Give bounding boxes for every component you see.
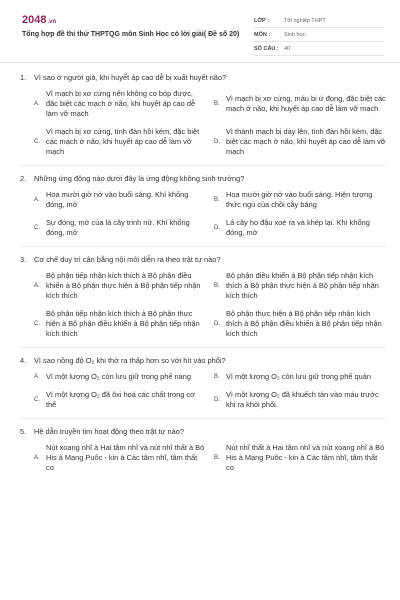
question-text: Hệ dẫn truyền tim hoạt động theo trật tự nào? <box>34 427 184 436</box>
question-text: Cơ chế duy trì cân bằng nội môi diễn ra theo trật tự nào? <box>34 255 221 264</box>
question-4 <box>20 356 386 410</box>
option-c[interactable]: C. Sự đóng, mở của lá cây trinh nữ. Khí khổng đóng, mở <box>34 218 190 237</box>
divider <box>20 418 386 419</box>
divider <box>20 165 386 166</box>
question-1 <box>20 73 386 157</box>
site-logo[interactable]: 2048.vn <box>22 14 57 26</box>
question-number: 4. <box>20 356 27 365</box>
option-a[interactable]: A. Hoa mười giờ nở vào buổi sáng. Khí khổng đóng, mở <box>34 190 189 209</box>
option-d[interactable]: D. Lá cây họ đậu xoè ra và khép lại. Khí khổng đóng, mở <box>214 218 370 237</box>
question-list <box>0 63 400 473</box>
document-meta <box>254 14 384 56</box>
option-b[interactable]: B. Vì mạch bị xơ cứng, máu bị ứ đọng, đặc biệt các mạch ở não, khi huyết áp cao dễ làm vỡ mạch <box>214 94 386 113</box>
option-c[interactable]: C. Vì mạch bị xơ cứng, tính đàn hồi kém, đặc biệt các mạch ở não, khi huyết áp cao dễ làm vỡ mạch <box>34 127 200 156</box>
option-b[interactable]: B. Nút nhĩ thất à Hai tâm nhĩ và nút xoang nhĩ à Bó His à Mạng Puôc - kin à Các tâm nhĩ, tâm thất co <box>214 443 385 472</box>
option-b[interactable]: B. Vì một lượng O₂ còn lưu giữ trong phế quản <box>214 372 371 381</box>
option-a[interactable]: A. Vì mạch bị xơ cứng nên không co bóp được, đặc biệt các mạch ở não, khi huyết áp cao dễ làm vỡ mạch <box>34 89 196 118</box>
question-5 <box>20 427 386 473</box>
question-number: 5. <box>20 427 27 436</box>
option-c[interactable]: C. Bộ phận tiếp nhận kích thích à Bộ phận thực hiện à Bộ phận điều khiển à Bộ phận tiếp nhận kích thích <box>34 309 200 338</box>
question-number: 2. <box>20 174 27 183</box>
divider <box>20 246 386 247</box>
divider <box>20 347 386 348</box>
option-c[interactable]: C. Vì một lượng O₂ đã ôxi hoá các chất trong cơ thể <box>34 390 195 409</box>
option-d[interactable]: D. Vì thành mạch bị dày lên, tính đàn hồi kém, đặc biệt các mạch ở não, khi huyết áp cao dễ làm vỡ mạch <box>214 127 386 156</box>
option-d[interactable]: D. Bộ phận thực hiện à Bộ phận tiếp nhận kích thích à Bộ phận điều khiển à Bộ phận tiếp nhận kích thích <box>214 309 382 338</box>
option-b[interactable]: B. Hoa mười giờ nở vào buổi sáng. Hiện tượng thức ngủ của chồi cây bàng <box>214 190 373 209</box>
option-b[interactable]: B. Bộ phận điều khiển à Bộ phận tiếp nhận kích thích à Bộ phận thực hiện à Bộ phận tiếp nhận kích thích <box>214 271 379 300</box>
meta-row-count: SỐ CÂU : 40 <box>254 42 384 56</box>
question-2 <box>20 174 386 238</box>
meta-row-class: LỚP : Tốt nghiệp THPT <box>254 14 384 28</box>
option-d[interactable]: D. Vì một lượng O₂ đã khuếch tán vào máu trước khi ra khỏi phổi. <box>214 390 379 409</box>
question-text: Vì sao ở người già, khi huyết áp cao dễ bị xuất huyết não? <box>34 73 227 82</box>
option-a[interactable]: A. Nút xoang nhĩ à Hai tâm nhĩ và nút nhĩ thất à Bó His à Mạng Puôc - kin à Các tâm nhĩ, tâm thất co <box>34 443 205 472</box>
question-text: Vì sao nồng độ O₂ khi thở ra thấp hơn so với hít vào phổi? <box>34 356 226 365</box>
option-a[interactable]: A. Bộ phận tiếp nhận kích thích à Bộ phận điều khiển à Bộ phận thực hiện à Bộ phận tiếp nhận kích thích <box>34 271 201 300</box>
question-number: 3. <box>20 255 27 264</box>
document-header <box>0 0 400 63</box>
option-a[interactable]: A. Vì một lượng O₂ còn lưu giữ trong phế nang <box>34 372 191 381</box>
question-3 <box>20 255 386 339</box>
question-number: 1. <box>20 73 27 82</box>
question-text: Những ứng động nào dưới đây là ứng động không sinh trưởng? <box>34 174 245 183</box>
meta-row-subject: MÔN : Sinh học <box>254 28 384 42</box>
document-title: Tổng hợp đề thi thử THPTQG môn Sinh Học có lời giải( Đề số 20) <box>22 31 240 38</box>
